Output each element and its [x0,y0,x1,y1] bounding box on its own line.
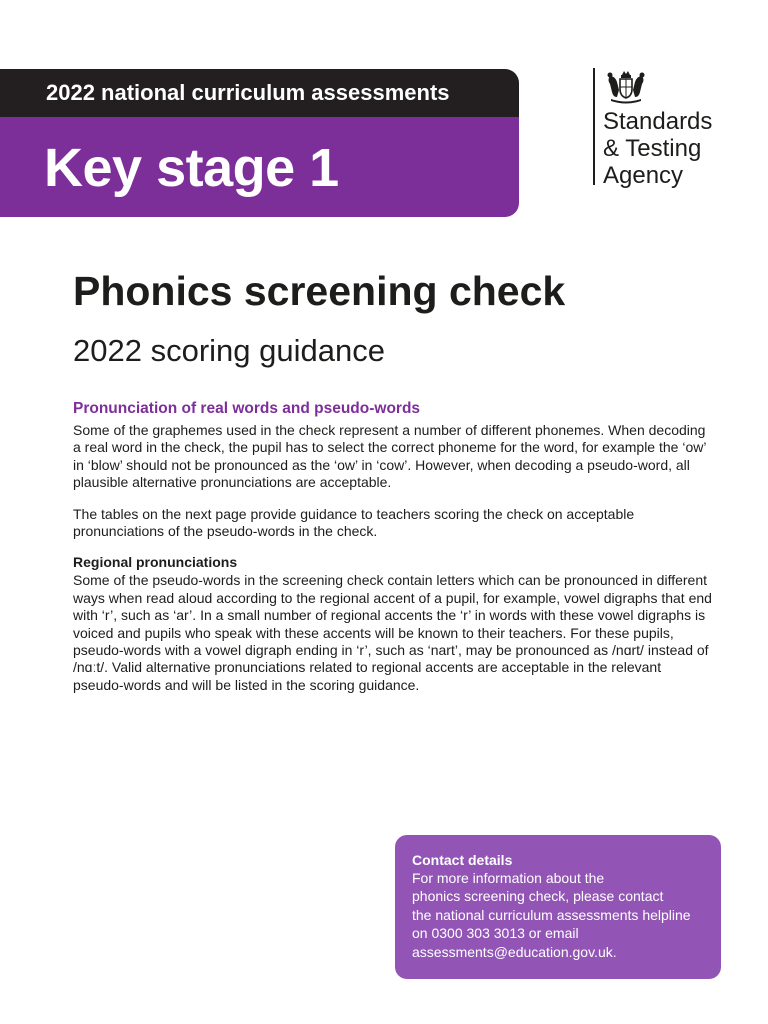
agency-divider [593,68,595,185]
contact-email: assessments@education.gov.uk. [412,943,617,960]
contact-line: phonics screening check, please contact [412,888,664,905]
section-heading-regional: Regional pronunciations [73,554,238,571]
contact-title: Contact details [412,852,513,868]
document-title: Phonics screening check [73,268,566,314]
contact-details-box [395,835,721,979]
guidance-content [73,400,713,708]
document-subtitle: 2022 scoring guidance [73,333,385,368]
paragraph: Some of the graphemes used in the check represent a number of different phonemes. When decoding a real word in the check, the pupil has to select the correct phoneme for the word, for example the ‘ow’ in ‘blow’ should not be pronounced as the ‘ow’ in ‘cow’. However, when decoding a pseudo-word, all plausible alternative pronunciations are acceptable. [73,422,706,491]
banner-top-text: 2022 national curriculum assessments [46,80,450,105]
paragraph: The tables on the next page provide guidance to teachers scoring the check on acceptable pronunciations of the pseudo-words in the check. [73,505,635,540]
assessment-banner [0,69,519,117]
royal-coat-of-arms-icon [604,70,648,106]
agency-name [603,108,712,189]
contact-line: For more information about the [412,870,605,886]
contact-line: the national curriculum assessments helpline [412,906,691,923]
agency-name-line: Agency [603,162,684,189]
agency-name-line: Standards [603,108,713,135]
contact-line: on 0300 303 3013 or email [412,925,579,942]
agency-name-line: & Testing [603,135,702,162]
section-heading-pronunciation: Pronunciation of real words and pseudo-words [73,400,421,417]
key-stage-banner [0,117,519,217]
key-stage-title: Key stage 1 [44,138,339,198]
paragraph: Some of the pseudo-words in the screening check contain letters which can be pronounced in different ways when read aloud according to the regional accent of a pupil, for example, vowel digraphs that end with ‘r’, such as ‘ar’. In a small number of regional accents the ‘r’ in words with these vowel digraphs is voiced and pupils who speak with these accents will be known to their teachers. For these pupils, pseudo-words with a vowel digraph ending in ‘r’, such as ‘nart’, may be pronounced as /nɑrt/ instead of /nɑːt/. Valid alternative pronunciations related to regional accents are acceptable in the relevant pseudo-words and will be listed in the scoring guidance. [73,572,712,693]
